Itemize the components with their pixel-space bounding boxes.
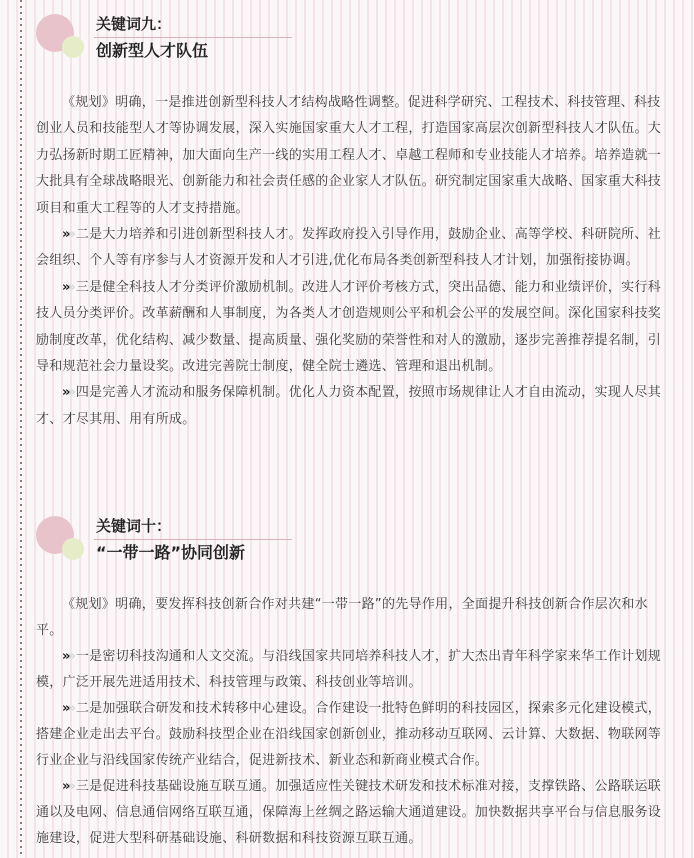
section10-title: “一带一路”协同创新: [96, 543, 246, 562]
section10-point: »» 一是密切科技沟通和人文交流。与沿线国家共同培养科技人才，扩大杰出青年科学家来华工作计划规模，广泛开展先进适用技术、科技管理与政策、科技创业等培训。: [36, 644, 666, 696]
section10-label: 关键词十：: [96, 517, 172, 535]
heading-underline: [94, 37, 292, 38]
section9-title: 创新型人才队伍: [96, 41, 209, 60]
green-circle-decoration: [62, 36, 84, 58]
double-chevron-icon: »»: [62, 701, 73, 716]
section10-intro: 《规划》明确，要发挥科技创新合作对共建“一带一路”的先导作用，全面提升科技创新合作层次和水平。: [36, 597, 648, 638]
section9-point: »» 二是大力培养和引进创新型科技人才。发挥政府投入引导作用，鼓励企业、高等学校、科研院所、社会组织、个人等有序参与人才资源开发和人才引进,优化布局各类创新型科技人才计划，加强衔接协调。: [36, 222, 666, 275]
section9-body: [36, 90, 666, 433]
green-circle-decoration: [62, 538, 84, 560]
double-chevron-icon: »»: [62, 227, 73, 243]
section9-point: »» 三是健全科技人才分类评价激励机制。改进人才评价考核方式，突出品德、能力和业绩评价，实行科技人员分类评价。改革薪酬和人事制度，为各类人才创造规则公平和机会公平的发展空间。深化国家科技奖励制度改革，优化结构、减少数量、提高质量、强化奖励的荣誉性和对人的激励，逐步完善推荐提名制，引导和规范社会力量设奖。改进完善院士制度，健全院士遴选、管理和退出机制。: [36, 275, 666, 381]
section9-point: »» 四是完善人才流动和服务保障机制。优化人力资本配置，按照市场规律让人才自由流动，实现人尽其才、才尽其用、用有所成。: [36, 380, 666, 433]
section10-body: [36, 592, 666, 852]
double-chevron-icon: »»: [62, 649, 73, 664]
double-chevron-icon: »»: [62, 385, 73, 401]
dotted-divider: [20, 0, 22, 858]
section9-heading: [36, 14, 296, 72]
double-chevron-icon: »»: [62, 779, 73, 794]
section10-heading: [36, 516, 296, 574]
section9-intro: 《规划》明确，一是推进创新型科技人才结构战略性调整。促进科学研究、工程技术、科技管理、科技创业人员和技能型人才等协调发展，深入实施国家重大人才工程，打造国家高层次创新型科技人才队伍。大力弘扬新时期工匠精神，加大面向生产一线的实用工程人才、卓越工程师和专业技能人才培养。培养造就一大批具有全球战略眼光、创新能力和社会责任感的企业家人才队伍。研究制定国家重大战略、国家重大科技项目和重大工程等的人才支持措施。: [36, 95, 662, 216]
double-chevron-icon: »»: [62, 279, 73, 295]
section9-label: 关键词九：: [96, 15, 172, 33]
section10-point: »» 二是加强联合研发和技术转移中心建设。合作建设一批特色鲜明的科技园区，探索多元化建设模式，搭建企业走出去平台。鼓励科技型企业在沿线国家创新创业，推动移动互联网、云计算、大数据、物联网等行业企业与沿线国家传统产业结合，促进新技术、新业态和新商业模式合作。: [36, 696, 666, 774]
heading-underline: [94, 539, 292, 540]
section10-point: »» 三是促进科技基础设施互联互通。加强适应性关键技术研发和技术标准对接，支撑铁路、公路联运联通以及电网、信息通信网络互联互通，保障海上丝绸之路运输大通道建设。加快数据共享平台与信息服务设施建设，促进大型科研基础设施、科研数据和科技资源互联互通。: [36, 774, 666, 852]
